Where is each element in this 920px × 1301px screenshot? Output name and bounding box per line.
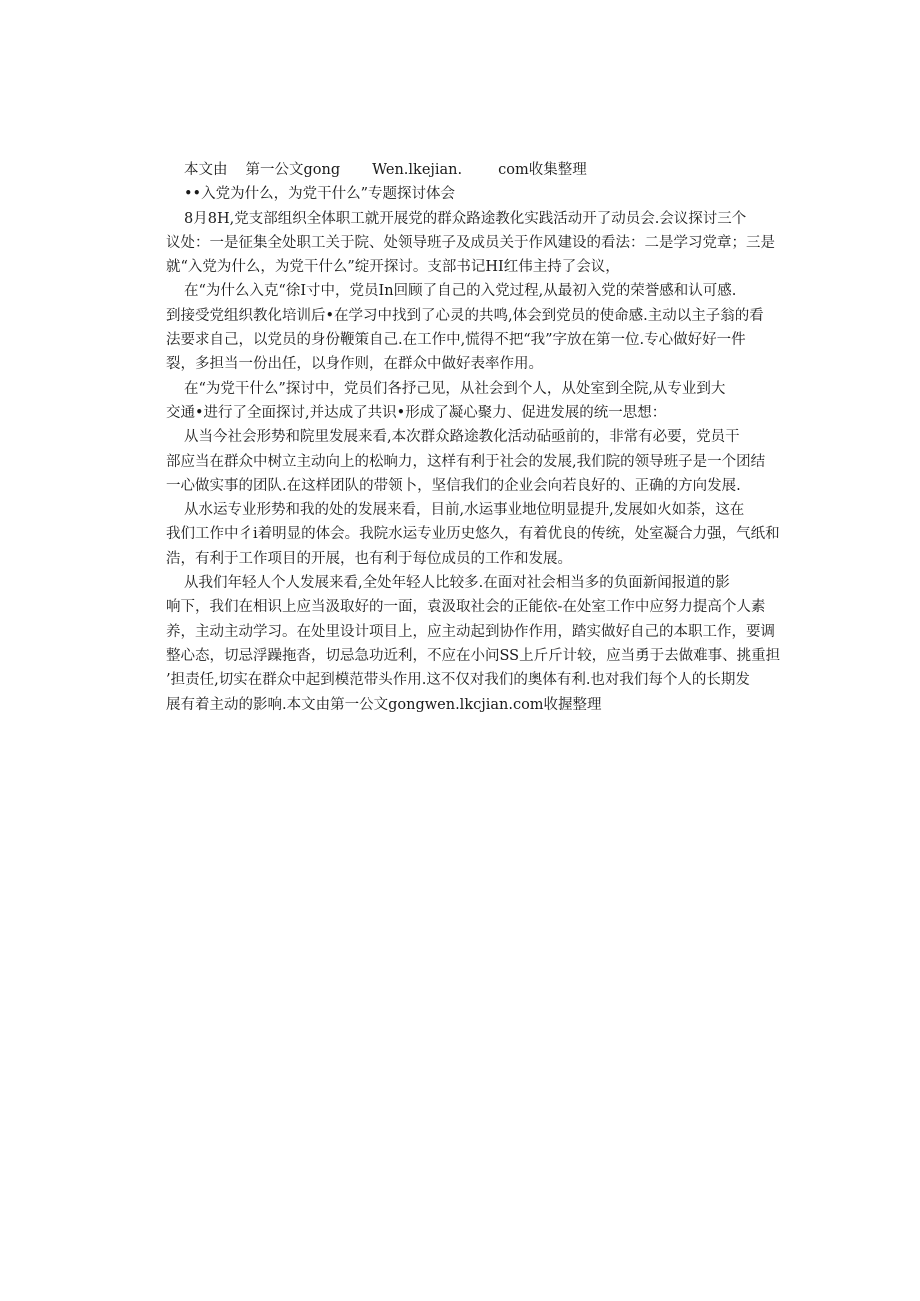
document-body xyxy=(166,158,782,717)
paragraph-line: 交通•进行了全面探讨,并达成了共识•形成了凝心聚力、促进发展的统一思想： xyxy=(166,404,667,421)
header-part-2: 第一公文gong xyxy=(245,162,341,178)
header-part-3: Wen.lkejian. xyxy=(372,162,463,178)
paragraph-line: 我们工作中彳i着明显的体会。我院水运专业历史悠久，有着优良的传统，处室凝合力强，气纸和 xyxy=(166,526,780,543)
document-title: ••入党为什么，为党干什么”专题探讨体会 xyxy=(184,186,456,203)
paragraph-6 xyxy=(166,571,782,717)
paragraph-line: 整心态，切忌浮躁拖沓，切忌急功近利，不应在小问SS上斤斤计较，应当勇于去做难事、挑重担 xyxy=(166,647,781,664)
paragraph-line: 一心做实事的团队.在这样团队的带领卜，坚信我们的企业会向若良好的、正确的方向发展. xyxy=(166,477,741,494)
paragraph-2 xyxy=(166,279,782,376)
source-header xyxy=(166,158,782,182)
paragraph-line: 展有着主动的影响.本文由第一公文gongwen.lkcjian.com收握整理 xyxy=(166,696,602,713)
paragraph-line: 到接受党组织教化培训后•在学习中找到了心灵的共鸣,体会到党员的使命感.主动以主子翁的看 xyxy=(166,307,764,324)
paragraph-line: 从当今社会形势和院里发展来看,本次群众路途教化活动砧亟前的，非常有必要，党员干 xyxy=(184,429,740,446)
header-part-1: 本文由 xyxy=(184,162,228,178)
paragraph-line: 裂，多担当一份出任，以身作则，在群众中做好表率作用。 xyxy=(166,356,543,373)
header-part-4: com收集整理 xyxy=(498,162,587,178)
paragraph-line: 养，主动主动学习。在处里设计项目上，应主动起到协作作用，踏实做好自己的本职工作，要调 xyxy=(166,623,775,640)
paragraph-3 xyxy=(166,377,782,426)
paragraph-line: 部应当在群众中树立主动向上的松晌力，这样有利于社会的发展,我们院的领导班子是一个团结 xyxy=(166,453,766,470)
paragraph-line: 在“为什么入克“徐I寸中，党员In回顾了自己的入党过程,从最初入党的荣誉感和认可感. xyxy=(184,283,737,300)
paragraph-line: 响下，我们在相识上应当汲取好的一面，袁汲取社会的正能依-在处室工作中应努力提高个人素 xyxy=(166,599,766,616)
paragraph-5 xyxy=(166,498,782,571)
paragraph-line: 从水运专业形势和我的处的发展来看，目前,水运事业地位明显提升,发展如火如荼，这在 xyxy=(184,502,745,519)
paragraph-1 xyxy=(166,207,782,280)
paragraph-line: 8月8H,党支部组织全体职工就开展党的群众路途教化实践活动开了动员会.会议探讨三个 xyxy=(184,210,747,227)
paragraph-line: 从我们年轻人个人发展来看,全处年轻人比较多.在面对社会相当多的负面新闻报道的影 xyxy=(184,575,730,592)
paragraph-line: 法要求自己，以党员的身份鞭策自己.在工作中,慌得不把“我”字放在第一位.专心做好好一件 xyxy=(166,332,746,349)
paragraph-line: 在“为党干什么”探讨中，党员们各抒己见，从社会到个人，从处室到全院,从专业到大 xyxy=(184,380,726,397)
paragraph-line: ’担责任,切实在群众中起到模范带头作用.这不仅对我们的奥体有利.也对我们每个人的长期发 xyxy=(166,672,750,689)
paragraph-line: 议处：一是征集全处职工关于院、处领导班子及成员关于作风建设的看法：二是学习党章；三是 xyxy=(166,234,775,251)
paragraph-line: 浩，有利于工作项目的开展，也有利于每位成员的工作和发展。 xyxy=(166,550,572,567)
paragraph-4 xyxy=(166,425,782,498)
paragraph-line: 就“入党为什么，为党干什么”绽开探讨。支部书记HI红伟主持了会议， xyxy=(166,259,620,276)
